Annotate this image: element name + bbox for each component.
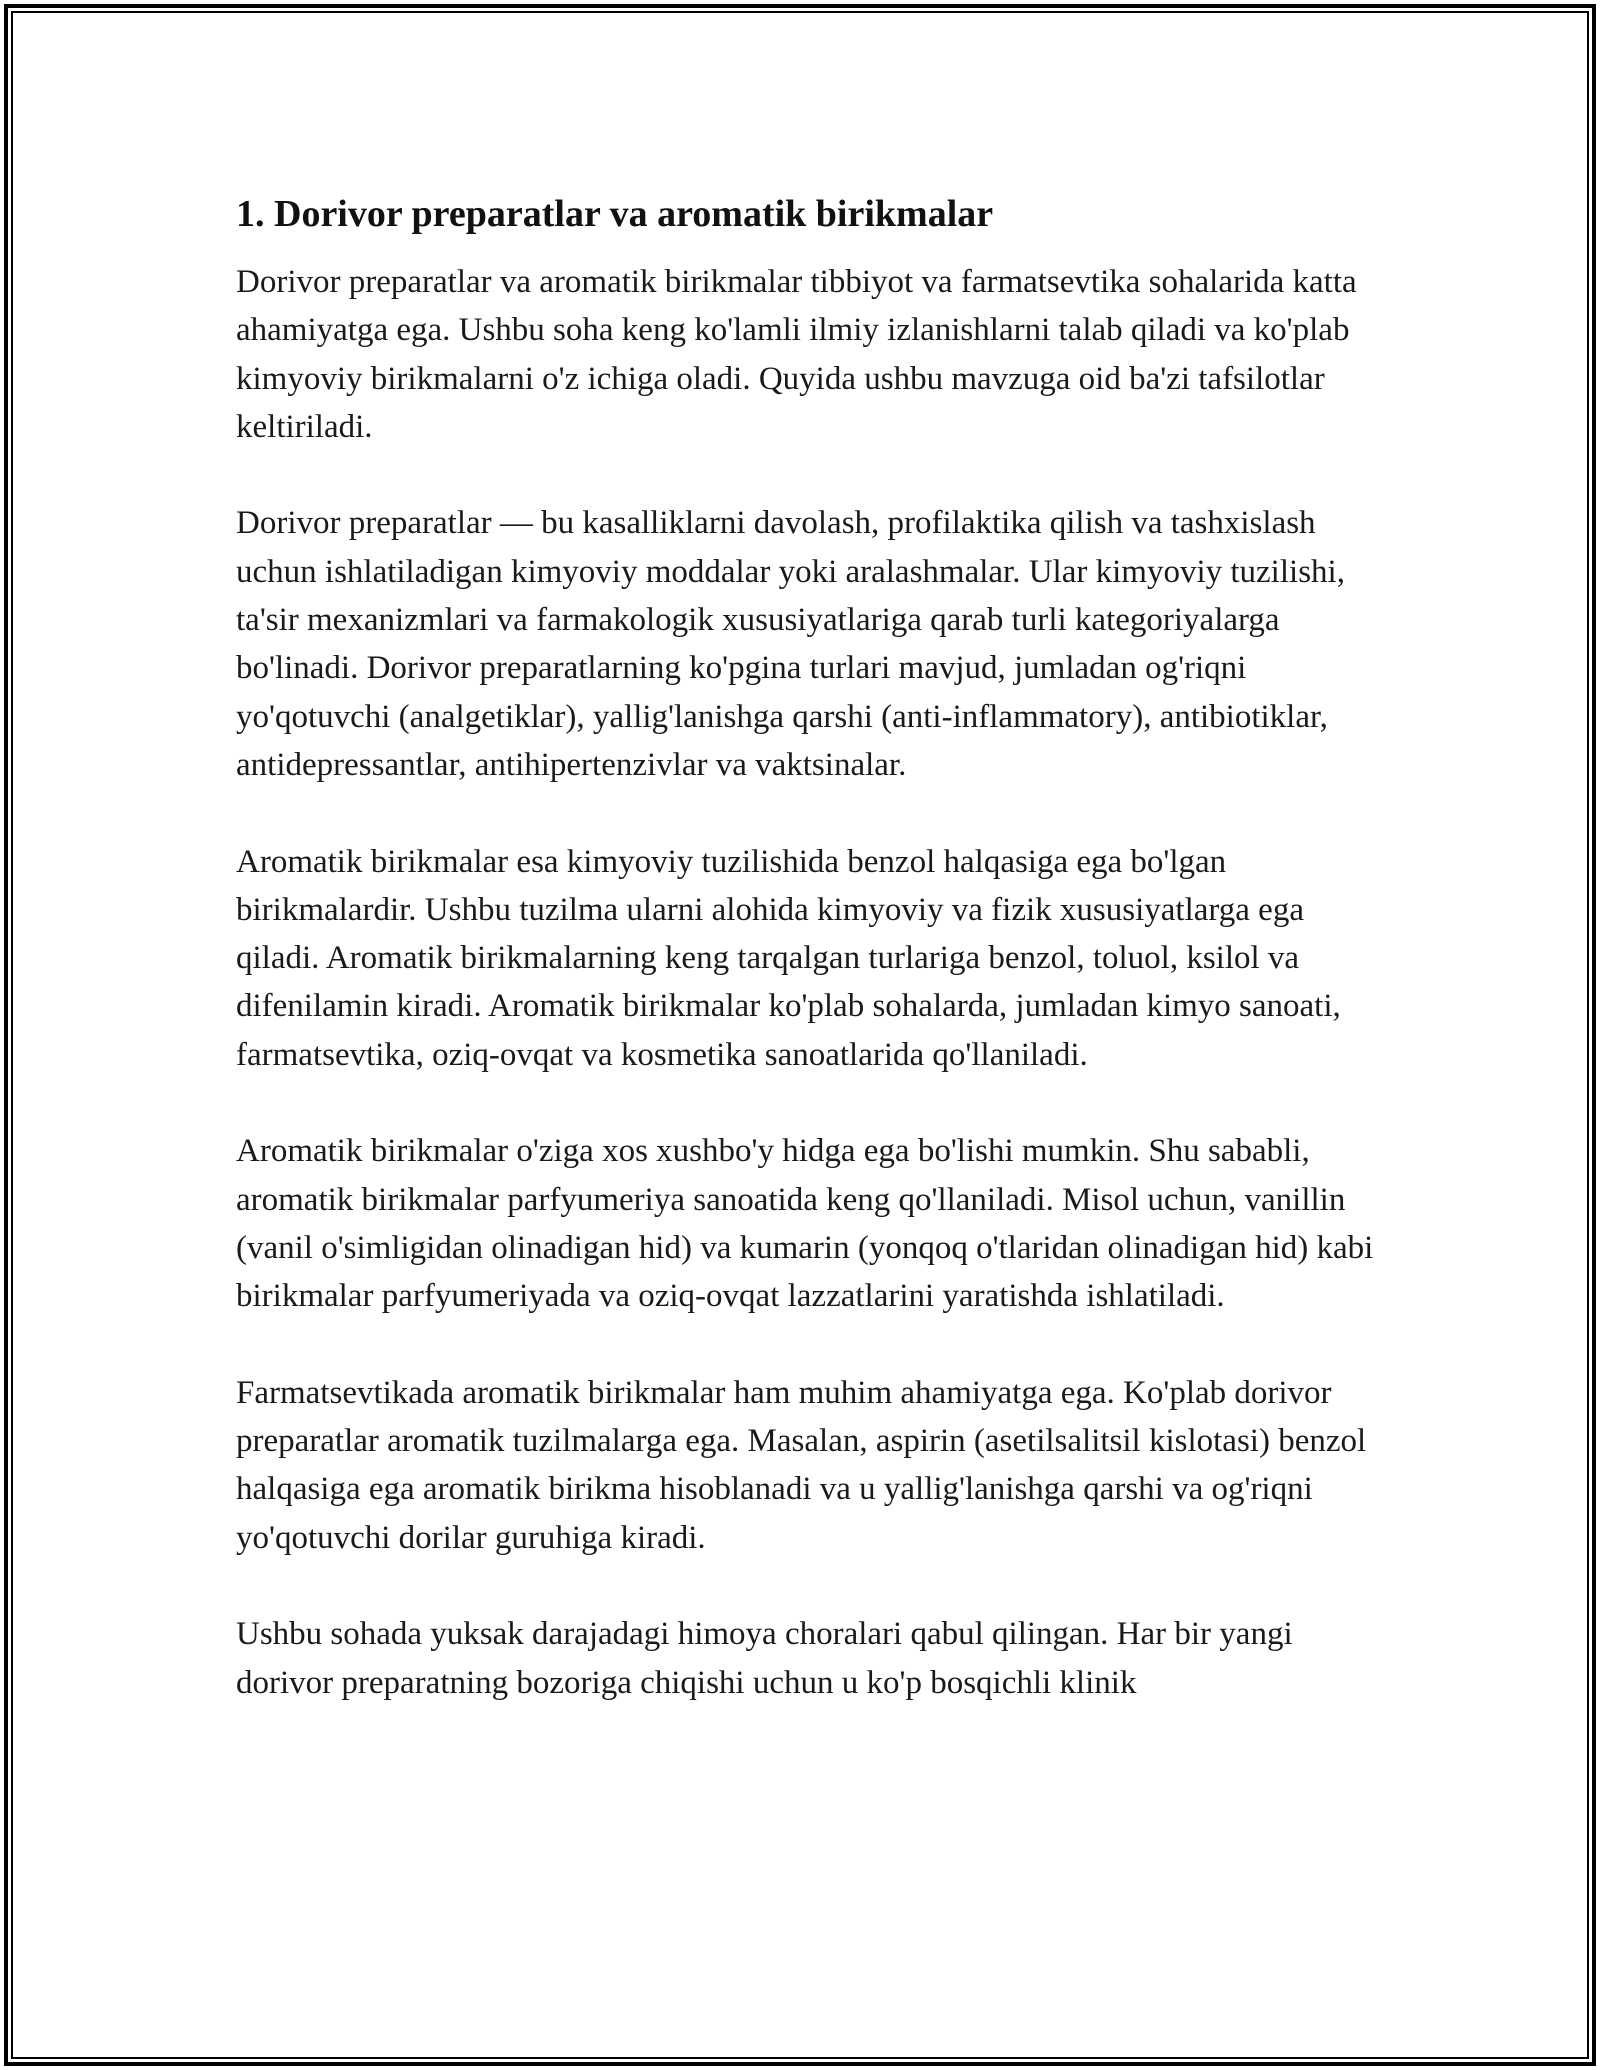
document-page xyxy=(236,190,1376,1755)
paragraph-aromatic-compounds: Aromatik birikmalar esa kimyoviy tuzilishida benzol halqasiga ega bo'lgan birikmalardir. Ushbu tuzilma ularni alohida kimyoviy va fizik xususiyatlarga ega qiladi. Aromatik birikmalarning keng tarqalgan turlariga benzol, toluol, ksilol va difenilamin kiradi. Aromatik birikmalar ko'plab sohalarda, jumladan kimyo sanoati, farmatsevtika, oziq-ovqat va kosmetika sanoatlarida qo'llaniladi. xyxy=(236,843,1341,1073)
paragraph-pharmaceutics: Farmatsevtikada aromatik birikmalar ham muhim ahamiyatga ega. Ko'plab dorivor preparatlar aromatik tuzilmalarga ega. Masalan, aspirin (asetilsalitsil kislotasi) benzol halqasiga ega aromatik birikma hisoblanadi va u yallig'lanishga qarshi va og'riqni yo'qotuvchi dorilar guruhiga kiradi. xyxy=(236,1374,1367,1556)
paragraph-fragrance: Aromatik birikmalar o'ziga xos xushbo'y hidga ega bo'lishi mumkin. Shu sababli, aromatik birikmalar parfyumeriya sanoatida keng qo'llaniladi. Misol uchun, vanillin (vanil o'simligidan olinadigan hid) va kumarin (yonqoq o'tlaridan olinadigan hid) kabi birikmalar parfyumeriyada va oziq-ovqat lazzatlarini yaratishda ishlatiladi. xyxy=(236,1133,1374,1315)
paragraph-safety-measures: Ushbu sohada yuksak darajadagi himoya choralari qabul qilingan. Har bir yangi dorivor preparatning bozoriga chiqishi uchun u ko'p bosqichli klinik xyxy=(236,1616,1293,1701)
section-heading: 1. Dorivor preparatlar va aromatik birikmalar xyxy=(236,193,994,235)
paragraph-intro: Dorivor preparatlar va aromatik birikmalar tibbiyot va farmatsevtika sohalarida katta ahamiyatga ega. Ushbu soha keng ko'lamli ilmiy izlanishlarni talab qiladi va ko'plab kimyoviy birikmalarni o'z ichiga oladi. Quyida ushbu mavzuga oid ba'zi tafsilotlar keltiriladi. xyxy=(236,264,1357,445)
paragraph-medicinal-drugs: Dorivor preparatlar — bu kasalliklarni davolash, profilaktika qilish va tashxislash uchun ishlatiladigan kimyoviy moddalar yoki aralashmalar. Ular kimyoviy tuzilishi, ta'sir mexanizmlari va farmakologik xususiyatlariga qarab turli kategoriyalarga bo'linadi. Dorivor preparatlarning ko'pgina turlari mavjud, jumladan og'riqni yo'qotuvchi (analgetiklar), yallig'lanishga qarshi (anti-inflammatory), antibiotiklar, antidepressantlar, antihipertenzivlar va vaktsinalar. xyxy=(236,505,1345,783)
